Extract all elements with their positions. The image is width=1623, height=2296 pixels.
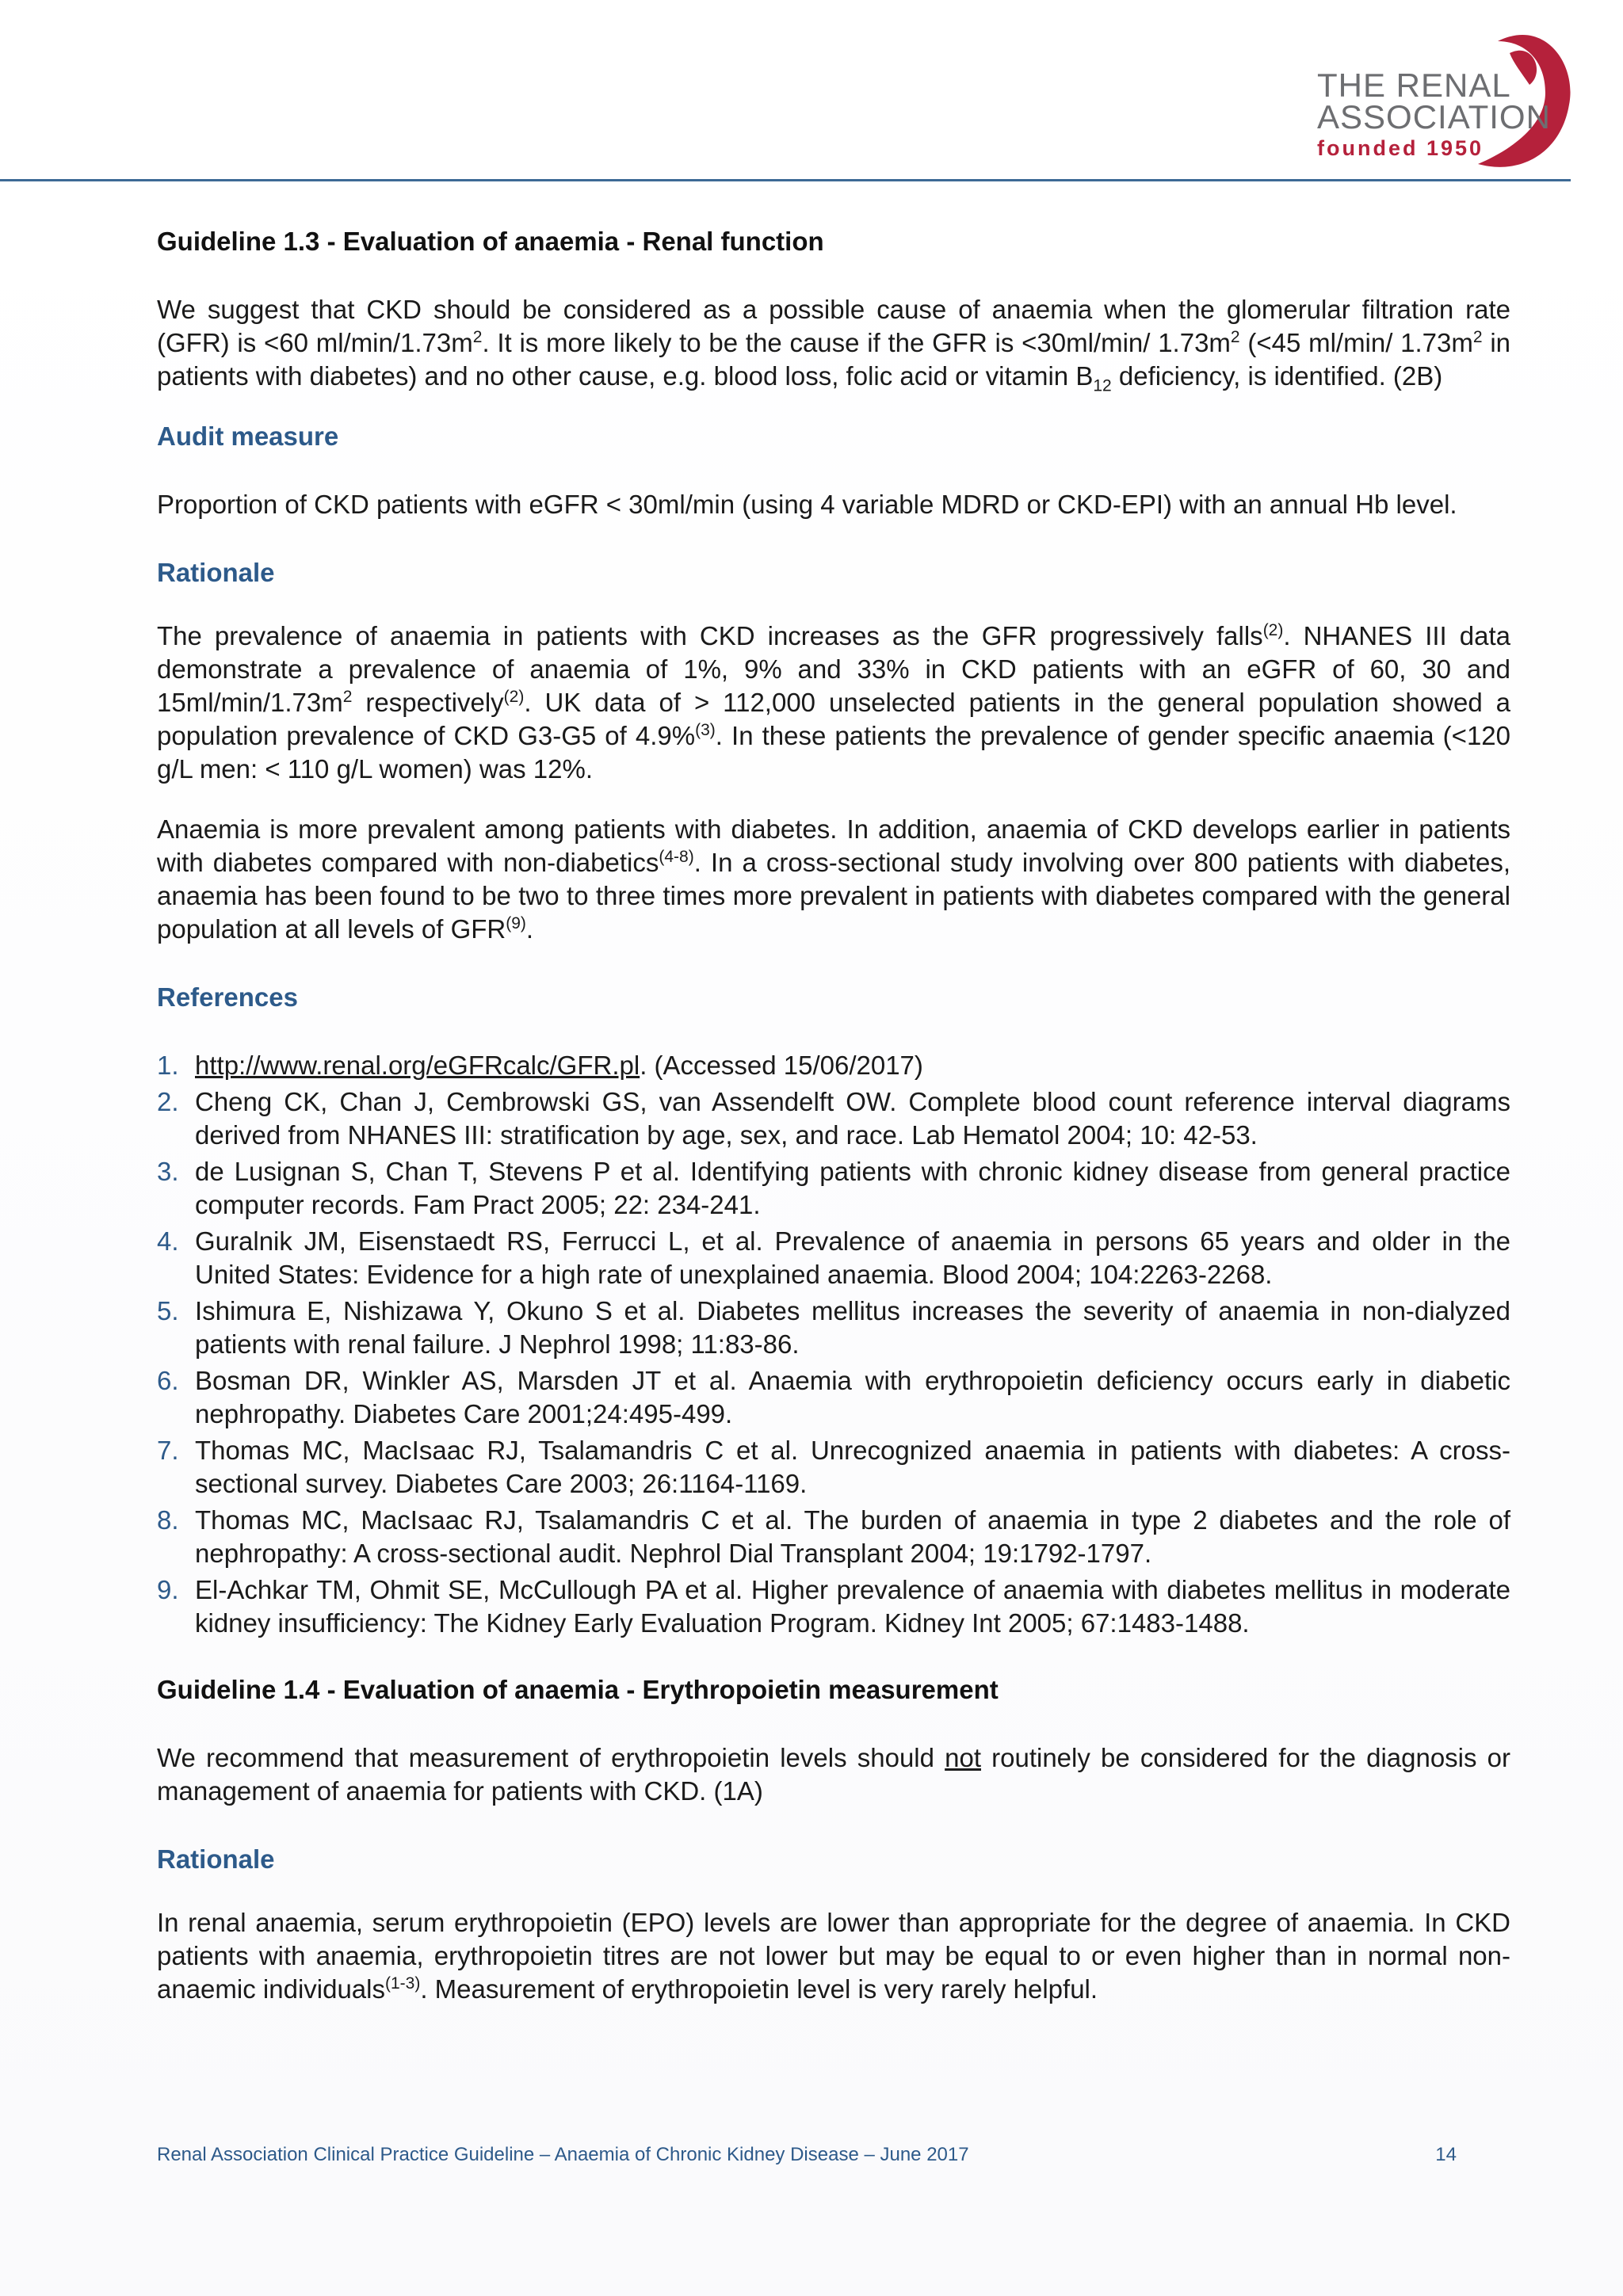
reference-number: 5. <box>157 1296 179 1325</box>
reference-number: 8. <box>157 1505 179 1535</box>
citation: (1-3) <box>385 1974 421 1993</box>
header-divider <box>0 179 1571 181</box>
text-span: (<45 ml/min/ 1.73m <box>1239 328 1473 357</box>
superscript: 2 <box>342 688 353 706</box>
citation: (9) <box>506 914 526 933</box>
emphasis-not: not <box>945 1743 981 1772</box>
reference-text <box>195 1049 1510 1082</box>
reference-text: Bosman DR, Winkler AS, Marsden JT et al. Anaemia with erythropoietin deficiency occurs early in diabetic nephropathy. Diabetes Care 2001;24:495-499. <box>195 1366 1510 1428</box>
text-span: . (Accessed 15/06/2017) <box>640 1051 923 1080</box>
guideline-1-4-statement <box>157 1741 1510 1808</box>
references-heading: References <box>157 982 298 1012</box>
text-span: The prevalence of anaemia in patients with CKD increases as the GFR progressively falls <box>157 621 1263 650</box>
reference-text: Cheng CK, Chan J, Cembrowski GS, van Assendelft OW. Complete blood count reference interval diagrams derived from NHANES III: stratification by age, sex, and race. Lab Hematol 2004; 10: 42-53. <box>195 1087 1510 1150</box>
superscript: 2 <box>472 328 483 346</box>
reference-item <box>157 1155 1510 1222</box>
reference-text: Thomas MC, MacIsaac RJ, Tsalamandris C et al. Unrecognized anaemia in patients with diabetes: A cross-sectional survey. Diabetes Care 2003; 26:1164-1169. <box>195 1436 1510 1498</box>
text-span: We suggest that CKD should be considered as a possible cause of anaemia when the glomerular filtration rate (GFR) is <60 ml/min/1.73m <box>157 295 1510 357</box>
text-span: . In these patients the prevalence of gender specific anaemia (<120 g/L men: < 110 g/L women) was 12%. <box>157 721 1511 784</box>
text-span: . Measurement of erythropoietin level is very rarely helpful. <box>420 1974 1098 2004</box>
citation: (2) <box>1262 621 1284 639</box>
reference-item <box>157 1573 1510 1640</box>
footer-text: Renal Association Clinical Practice Guideline – Anaemia of Chronic Kidney Disease – June 2017 <box>157 2144 969 2165</box>
superscript: 2 <box>1472 328 1483 346</box>
reference-item <box>157 1049 1510 1082</box>
superscript: 2 <box>1230 328 1240 346</box>
text-span: . UK data of > 112,000 unselected patients in the general population showed a population prevalence of CKD G3-G5 of 4.9% <box>157 688 1510 750</box>
text-span: . NHANES III data demonstrate a prevalence of anaemia of 1%, 9% and 33% in CKD patients with an eGFR of 60, 30 and 15ml/min/1.73m <box>157 621 1511 717</box>
reference-item <box>157 1504 1510 1570</box>
reference-number: 6. <box>157 1366 179 1395</box>
logo-line-3: founded 1950 <box>1317 136 1484 160</box>
text-span: in patients with diabetes) and no other cause, e.g. blood loss, folic acid or vitamin B <box>157 328 1511 391</box>
citation: (2) <box>503 688 525 706</box>
rationale-heading-2: Rationale <box>157 1844 275 1874</box>
guideline-1-3-statement <box>157 293 1510 393</box>
reference-number: 9. <box>157 1575 179 1604</box>
text-span: Anaemia is more prevalent among patients with diabetes. In addition, anaemia of CKD develops earlier in patients with diabetes compared with non-diabetics <box>157 814 1510 877</box>
subscript: 12 <box>1093 376 1112 395</box>
rationale-heading: Rationale <box>157 558 275 587</box>
text-span: routinely be considered for the diagnosis or management of anaemia for patients with CKD. (1A) <box>157 1743 1510 1806</box>
document-body <box>157 225 1510 2033</box>
reference-number: 2. <box>157 1087 179 1116</box>
reference-text: de Lusignan S, Chan T, Stevens P et al. Identifying patients with chronic kidney disease from general practice computer records. Fam Pract 2005; 22: 234-241. <box>195 1157 1510 1219</box>
reference-item <box>157 1225 1510 1291</box>
reference-text: Guralnik JM, Eisenstaedt RS, Ferrucci L, et al. Prevalence of anaemia in persons 65 years and older in the United States: Evidence for a high rate of unexplained anaemia. Blood 2004; 104:2263-2268. <box>195 1226 1510 1289</box>
audit-measure-heading: Audit measure <box>157 421 339 451</box>
guideline-1-3-heading: Guideline 1.3 - Evaluation of anaemia - Renal function <box>157 227 824 256</box>
reference-text: Ishimura E, Nishizawa Y, Okuno S et al. Diabetes mellitus increases the severity of anaemia in non-dialyzed patients with renal failure. J Nephrol 1998; 11:83-86. <box>195 1296 1510 1359</box>
reference-number: 3. <box>157 1157 179 1186</box>
logo-line-1: THE RENAL <box>1317 67 1511 104</box>
text-span: We recommend that measurement of erythropoietin levels should <box>157 1743 945 1772</box>
reference-item <box>157 1434 1510 1501</box>
page-footer <box>157 2144 1457 2166</box>
reference-number: 4. <box>157 1226 179 1256</box>
citation: (4-8) <box>659 848 694 866</box>
logo-line-2: ASSOCIATION <box>1317 98 1551 135</box>
audit-measure-text: Proportion of CKD patients with eGFR < 30ml/min (using 4 variable MDRD or CKD-EPI) with an annual Hb level. <box>157 490 1457 519</box>
gfr-calculator-link[interactable]: http://www.renal.org/eGFRcalc/GFR.pl <box>195 1051 640 1080</box>
reference-item <box>157 1364 1510 1431</box>
reference-number: 1. <box>157 1051 179 1080</box>
reference-number: 7. <box>157 1436 179 1465</box>
rationale-paragraph-1 <box>157 620 1510 786</box>
text-span: deficiency, is identified. (2B) <box>1111 361 1443 391</box>
reference-item <box>157 1085 1510 1152</box>
references-list <box>157 1049 1510 1640</box>
text-span: . It is more likely to be the cause if the GFR is <30ml/min/ 1.73m <box>482 328 1231 357</box>
rationale-paragraph-2 <box>157 813 1510 946</box>
reference-text: Thomas MC, MacIsaac RJ, Tsalamandris C et al. The burden of anaemia in type 2 diabetes and the role of nephropathy: A cross-sectional audit. Nephrol Dial Transplant 2004; 19:1792-1797. <box>195 1505 1510 1568</box>
citation: (3) <box>695 721 716 739</box>
reference-text: El-Achkar TM, Ohmit SE, McCullough PA et al. Higher prevalence of anaemia with diabetes mellitus in moderate kidney insufficiency: The Kidney Early Evaluation Program. Kidney Int 2005; 67:1483-1488. <box>195 1575 1510 1638</box>
reference-item <box>157 1295 1510 1361</box>
text-span: In renal anaemia, serum erythropoietin (EPO) levels are lower than appropriate for the degree of anaemia. In CKD patients with anaemia, erythropoietin titres are not lower but may be equal to or even higher than in normal non-anaemic individuals <box>157 1908 1510 2004</box>
text-span: respectively <box>352 688 504 717</box>
text-span: . In a cross-sectional study involving over 800 patients with diabetes, anaemia has been found to be two to three times more prevalent in patients with diabetes compared with the general population at all levels of GFR <box>157 848 1511 944</box>
page-number: 14 <box>1435 2144 1457 2165</box>
text-span: . <box>525 914 534 944</box>
guideline-1-4-heading: Guideline 1.4 - Evaluation of anaemia - Erythropoietin measurement <box>157 1675 999 1704</box>
rationale-paragraph-epo <box>157 1906 1510 2006</box>
